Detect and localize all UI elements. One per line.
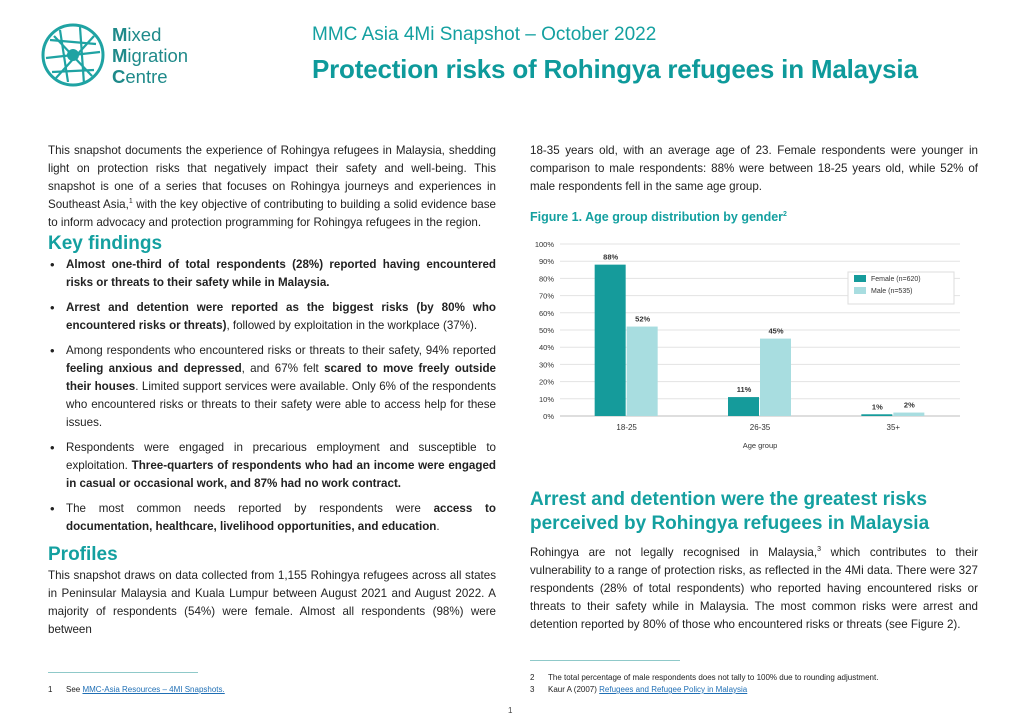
y-tick-label: 90%	[538, 257, 554, 267]
footnote-link[interactable]: Refugees and Refugee Policy in Malaysia	[599, 685, 748, 694]
x-tick-label: 26-35	[749, 423, 771, 433]
legend-swatch	[854, 275, 866, 282]
logo-wordmark: Mixed Migration Centre	[112, 24, 189, 87]
intro-paragraph: This snapshot documents the experience of Rohingya refugees in Malaysia, shedding light on protection risks that negatively impact their safety and well-being. This snapshot is one of a series that focuses on Rohingya journeys and experiences in Southeast Asia,$^1$ with the key objective of contributing to building a solid evidence base to inform advocacy and protection programming for Rohingya refugees in the region.	[48, 144, 496, 229]
bar	[760, 339, 791, 416]
list-item: • Almost one-third of total respondents (28%) reported having encountered risks or threats to their safety while in Malaysia.	[48, 256, 496, 292]
globe-network-icon	[40, 22, 106, 88]
footnote-link[interactable]: MMC-Asia Resources – 4MI Snapshots.	[82, 685, 225, 694]
bar	[893, 413, 924, 416]
legend-label: Male (n=535)	[871, 288, 913, 296]
footnote-3: 3 Kaur A (2007) Refugees and Refugee Policy in Malaysia	[530, 685, 748, 694]
bar	[627, 327, 658, 416]
profiles-heading: Profiles	[48, 544, 118, 565]
x-axis-label: Age group	[742, 441, 778, 451]
y-tick-label: 30%	[538, 360, 554, 370]
page-title: Protection risks of Rohingya refugees in Malaysia	[312, 54, 918, 84]
footnote-2: 2 The total percentage of male respondents does not tally to 100% due to rounding adjustment.	[530, 673, 879, 682]
y-tick-label: 20%	[538, 377, 554, 387]
list-item: • Arrest and detention were reported as the biggest risks (by 80% who encountered risks or threats), followed by exploitation in the workplace (37%).	[48, 299, 496, 335]
y-tick-label: 40%	[538, 343, 554, 353]
bar	[728, 397, 759, 416]
y-tick-label: 80%	[538, 274, 554, 284]
legend-label: Female (n=620)	[871, 276, 921, 284]
mmc-logo	[40, 22, 230, 94]
bar-value-label: 11%	[736, 385, 752, 395]
y-tick-label: 70%	[538, 291, 554, 301]
key-findings-list	[48, 256, 496, 536]
arrest-section-heading: Arrest and detention were the greatest risks perceived by Rohingya refugees in Malaysia	[530, 489, 930, 535]
profiles-paragraph: This snapshot draws on data collected from 1,155 Rohingya refugees across all states in Peninsular Malaysia and Kuala Lumpur between August 2021 and August 2022. A majority of respondents (54%) were female. Almost all respondents (98%) were between	[48, 569, 496, 636]
right-column	[530, 142, 978, 634]
x-tick-label: 18-25	[616, 423, 637, 433]
list-item: • The most common needs reported by respondents were access to documentation, healthcare, livelihood opportunities, and education.	[48, 500, 496, 536]
bar-chart-svg	[530, 230, 978, 480]
footnote-1: 1 See MMC-Asia Resources – 4MI Snapshots.	[48, 685, 225, 694]
y-tick-label: 60%	[538, 308, 554, 318]
y-tick-label: 10%	[538, 394, 554, 404]
bar-value-label: 2%	[903, 400, 915, 410]
list-item: • Among respondents who encountered risks or threats to their safety, 94% reported feeling anxious and depressed, and 67% felt scared to move freely outside their houses. Limited support services were available. Only 6% of the respondents who encountered risks or threats to their safety were able to access help for these issues.	[48, 342, 496, 432]
snapshot-subtitle: MMC Asia 4Mi Snapshot – October 2022	[312, 24, 657, 45]
bar-value-label: 45%	[768, 326, 784, 336]
age-group-chart	[530, 230, 978, 480]
bar-value-label: 1%	[871, 402, 883, 412]
page-number: 1	[508, 706, 513, 715]
bar	[595, 265, 626, 416]
legend-swatch	[854, 287, 866, 294]
left-column	[48, 142, 496, 639]
x-tick-label: 35+	[886, 423, 901, 433]
y-tick-label: 50%	[538, 326, 554, 336]
y-tick-label: 0%	[543, 412, 554, 422]
bar-value-label: 52%	[635, 314, 651, 324]
y-tick-label: 100%	[534, 240, 554, 250]
bar-value-label: 88%	[603, 252, 619, 262]
footnote-divider-left	[48, 672, 198, 673]
key-findings-heading: Key findings	[48, 233, 163, 254]
arrest-paragraph: Rohingya are not legally recognised in Malaysia,$^3$ which contributes to their vulnerability to a range of protection risks, as reflected in the 4Mi data. There were 327 respondents (28% of total respondents) who reported having encountered risks or threats to their safety while in Malaysia. The most common risks were arrest and detention reported by 80% of those who encountered risks or threats (see Figure 2).	[530, 546, 978, 632]
bar	[861, 414, 892, 416]
figure-title: Figure 1. Age group distribution by gender$^2$	[530, 210, 787, 225]
list-item: • Respondents were engaged in precarious employment and susceptible to exploitation. Three-quarters of respondents who had an income were engaged in casual or occasional work, and 87% had no work contract.	[48, 439, 496, 493]
footnote-divider-right	[530, 660, 680, 661]
profiles-continued-paragraph: 18-35 years old, with an average age of 23. Female respondents were younger in comparison to male respondents: 88% were between 18-25 years old, while 52% of male respondents fell in the same age group.	[530, 144, 978, 193]
